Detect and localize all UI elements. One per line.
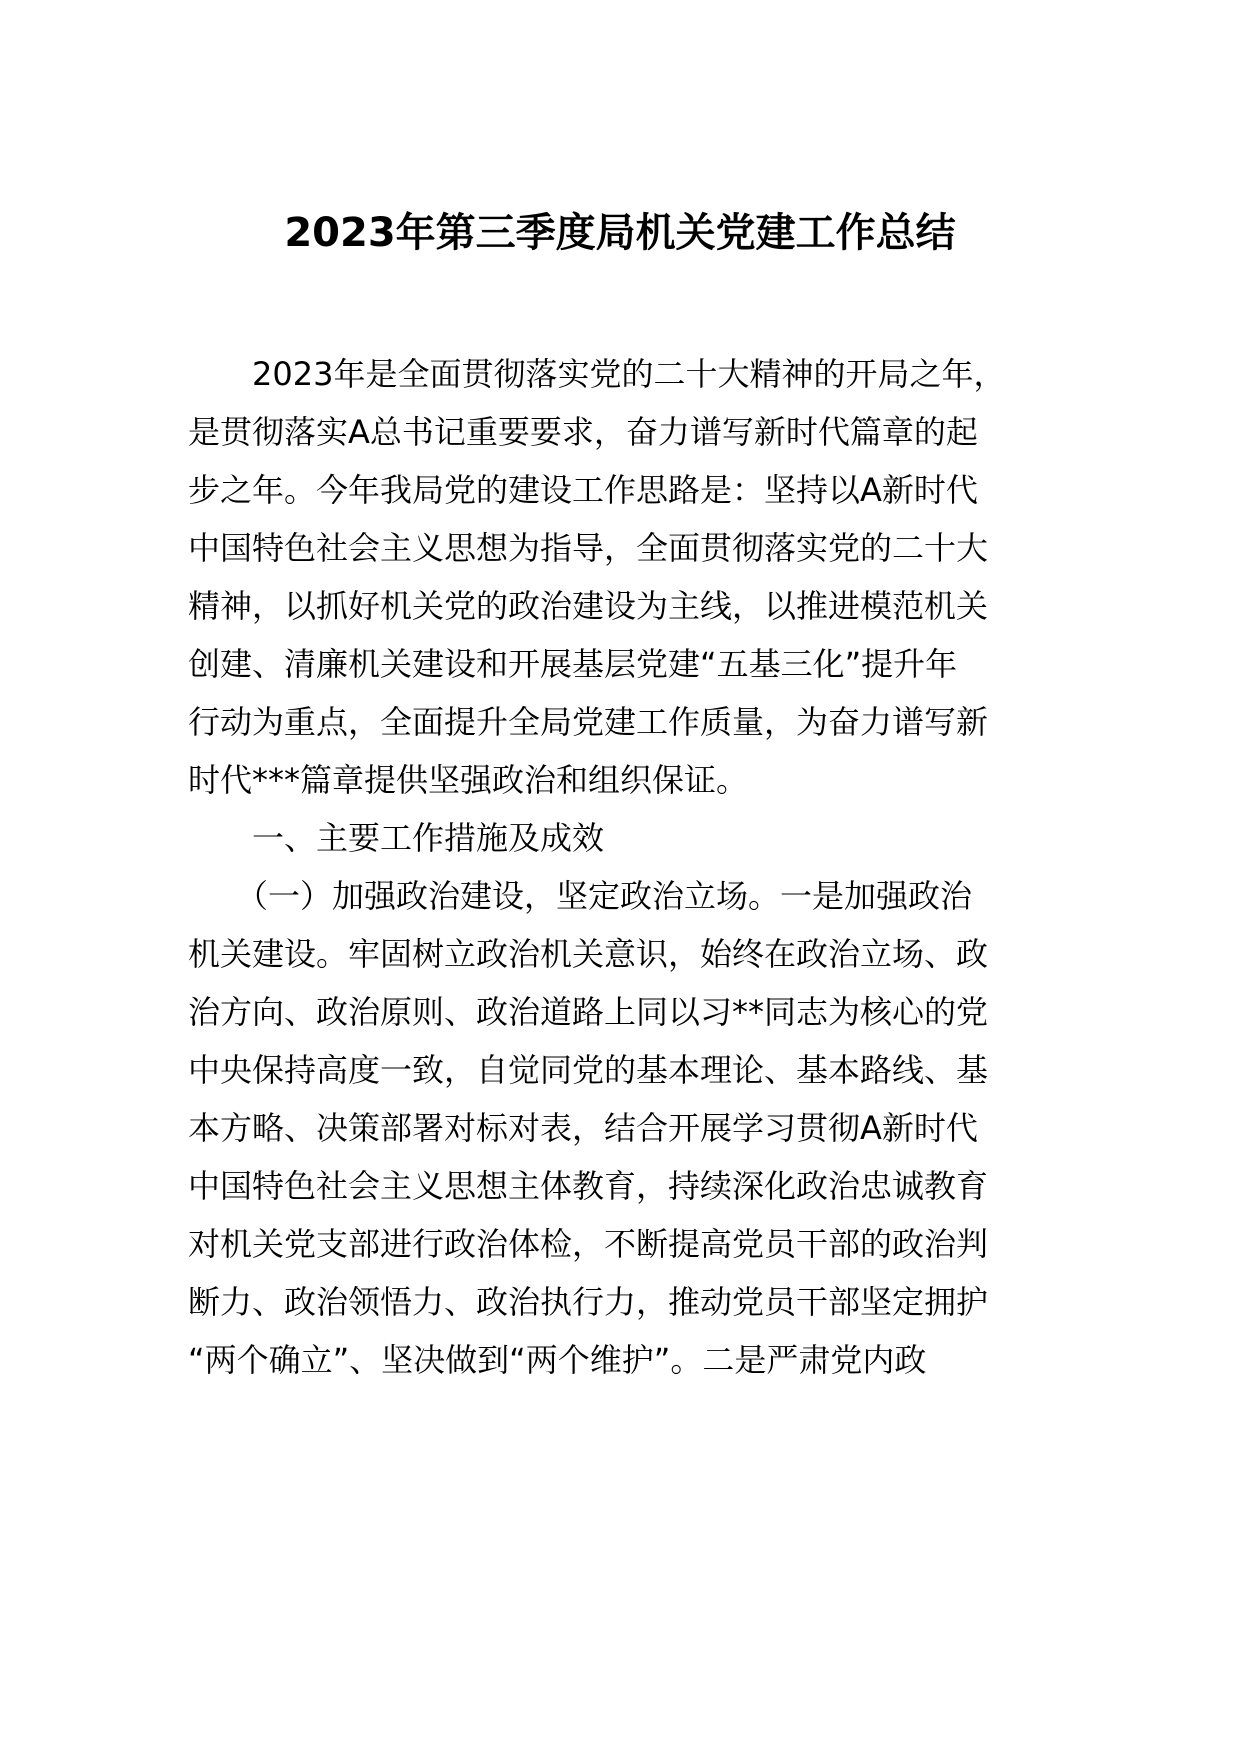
- body-text-line: 断力、政治领悟力、政治执行力，推动党员干部坚定拥护: [188, 1283, 989, 1321]
- body-text-line: 对机关党支部进行政治体检，不断提高党员干部的政治判: [188, 1225, 989, 1263]
- document-title: 2023年第三季度局机关党建工作总结: [284, 210, 956, 256]
- body-text-line: 步之年。今年我局党的建设工作思路是：坚持以A新时代: [188, 471, 978, 509]
- body-text-line: 行动为重点，全面提升全局党建工作质量，为奋力谱写新: [188, 703, 989, 741]
- body-text-line: 中央保持高度一致，自觉同党的基本理论、基本路线、基: [188, 1051, 989, 1089]
- body-text-line: 本方略、决策部署对标对表，结合开展学习贯彻A新时代: [188, 1109, 978, 1147]
- body-text-line: 创建、清廉机关建设和开展基层党建“五基三化”提升年: [188, 645, 958, 683]
- section-heading: 一、主要工作措施及成效: [188, 819, 605, 857]
- body-text-line: 治方向、政治原则、政治道路上同以习**同志为核心的党: [188, 993, 989, 1031]
- body-text-line: 2023年是全面贯彻落实党的二十大精神的开局之年，: [188, 355, 1006, 393]
- body-text-line: （一）加强政治建设，坚定政治立场。一是加强政治: [188, 877, 973, 915]
- body-text-line: 中国特色社会主义思想主体教育，持续深化政治忠诚教育: [188, 1167, 989, 1205]
- body-text-line: 时代***篇章提供坚强政治和组织保证。: [188, 761, 749, 799]
- body-text-line: 是贯彻落实A总书记重要要求，奋力谱写新时代篇章的起: [188, 413, 978, 451]
- body-text-line: 机关建设。牢固树立政治机关意识，始终在政治立场、政: [188, 935, 989, 973]
- body-text-line: “两个确立”、坚决做到“两个维护”。二是严肃党内政: [188, 1341, 927, 1379]
- body-text-line: 精神，以抓好机关党的政治建设为主线，以推进模范机关: [188, 587, 989, 625]
- body-text-line: 中国特色社会主义思想为指导，全面贯彻落实党的二十大: [188, 529, 989, 567]
